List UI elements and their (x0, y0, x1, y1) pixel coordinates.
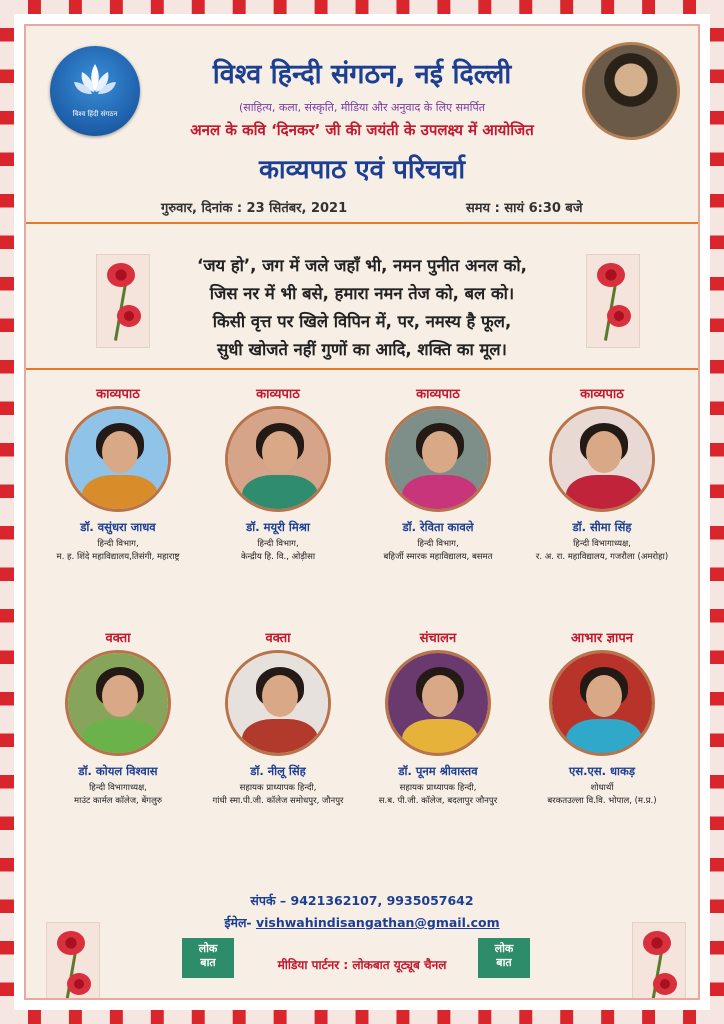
participant-name: डॉ. सीमा सिंह (572, 520, 632, 534)
participant-affiliation: हिन्दी विभाग, (417, 539, 459, 549)
participant-photo (385, 650, 491, 756)
poem-line: ‘जय हो’, जग में जले जहाँ भी, नमन पुनीत अनल को, (197, 256, 527, 275)
participant-institution: बरकतउल्ला वि.वि. भोपाल, (म.प्र.) (547, 796, 657, 806)
role-label: आभार ज्ञापन (571, 631, 633, 646)
participant-institution: गांधी स्मा.पी.जी. कॉलेज समोधपुर, जौनपुर (212, 796, 344, 806)
email-label: ईमेल- (224, 915, 252, 930)
event-date: गुरुवार, दिनांक : 23 सितंबर, 2021 (161, 201, 348, 216)
participant-institution: स.ब. पी.जी. कॉलेज, बदलापुर जौनपुर (378, 796, 498, 806)
participant-institution: माउंट कार्मल कॉलेज, बेंगलुरु (74, 796, 162, 806)
participant-institution: र. अ. रा. महाविद्यालय, गजरौला (अमरोहा) (535, 552, 669, 562)
event-title: काव्यपाठ एवं परिचर्चा (258, 155, 466, 185)
participant-affiliation: हिन्दी विभाग, (97, 539, 139, 549)
lokbaat-logo: लोक बात (182, 938, 234, 978)
poem (146, 252, 578, 364)
email-line (26, 914, 698, 931)
participant-institution: बहिर्जी स्मारक महाविद्यालय, बसमत (383, 552, 493, 562)
role-label: वक्ता (105, 631, 131, 646)
participant-photo (549, 650, 655, 756)
participant-photo (385, 406, 491, 512)
subtitle: (साहित्य, कला, संस्कृति, मीडिया और अनुवाद के लिए समर्पित (238, 101, 485, 114)
poster (24, 24, 700, 1000)
divider (26, 368, 698, 370)
event-time: समय : सायं 6:30 बजे (466, 201, 583, 216)
tagline: अनल के कवि ‘दिनकर’ जी की जयंती के उपलक्ष्य में आयोजित (190, 121, 534, 139)
participant-institution: केन्द्रीय हि. वि., ओड़ीसा (240, 552, 316, 562)
participant-name: डॉ. पूनम श्रीवास्तव (398, 764, 478, 778)
role-label: संचालन (419, 631, 457, 646)
media-partner: मीडिया पार्टनर : लोकबात यूट्यूब चैनल (277, 958, 447, 972)
participant-name: डॉ. वसुंधरा जाधव (80, 520, 156, 534)
poem-line: सुधी खोजते नहीं गुणों का आदि, शक्ति का मूल। (217, 340, 507, 359)
participant-affiliation: हिन्दी विभाग, (257, 539, 299, 549)
role-label: काव्यपाठ (416, 387, 460, 402)
role-label: काव्यपाठ (256, 387, 300, 402)
participant-name: डॉ. नीलू सिंह (250, 764, 306, 778)
poem-line: किसी वृत्त पर खिले विपिन में, पर, नमस्य है फूल, (212, 312, 512, 331)
participant-affiliation: हिन्दी विभागाध्यक्ष, (89, 783, 147, 793)
participant-photo (65, 406, 171, 512)
participant-photo (225, 650, 331, 756)
participant-name: एस.एस. धाकड़ (568, 764, 636, 778)
participant-affiliation: सहायक प्राध्यापक हिन्दी, (399, 783, 477, 793)
role-label: वक्ता (265, 631, 291, 646)
rose-decoration (586, 254, 640, 348)
logo-text: विश्व हिंदी संगठन (72, 110, 118, 118)
contact-info: संपर्क – 9421362107, 9935057642 (250, 893, 474, 908)
participant-institution: म. ह. शिंदे महाविद्यालय,तिसंगी, महाराष्ट्र (56, 552, 180, 562)
rose-decoration (632, 922, 686, 1000)
lokbaat-logo: लोक बात (478, 938, 530, 978)
participant-photo (549, 406, 655, 512)
participant-name: डॉ. मयूरी मिश्रा (246, 520, 310, 534)
rose-decoration (96, 254, 150, 348)
page-title: विश्व हिन्दी संगठन, नई दिल्ली (212, 59, 512, 90)
participant-affiliation: सहायक प्राध्यापक हिन्दी, (239, 783, 317, 793)
email-link[interactable]: vishwahindisangathan@gmail.com (255, 915, 500, 930)
participant-name: डॉ. कोयल विश्वास (78, 764, 158, 778)
role-label: काव्यपाठ (580, 387, 624, 402)
rose-decoration (46, 922, 100, 1000)
poem-line: जिस नर में भी बसे, हमारा नमन तेज को, बल को। (209, 284, 515, 303)
participant-photo (65, 650, 171, 756)
participant-name: डॉ. रेविता कावले (402, 520, 474, 534)
role-label: काव्यपाठ (96, 387, 140, 402)
participant-affiliation: हिन्दी विभागाध्यक्ष, (573, 539, 631, 549)
participant-photo (225, 406, 331, 512)
divider (26, 222, 698, 224)
participant-affiliation: शोधार्थी (590, 783, 614, 793)
